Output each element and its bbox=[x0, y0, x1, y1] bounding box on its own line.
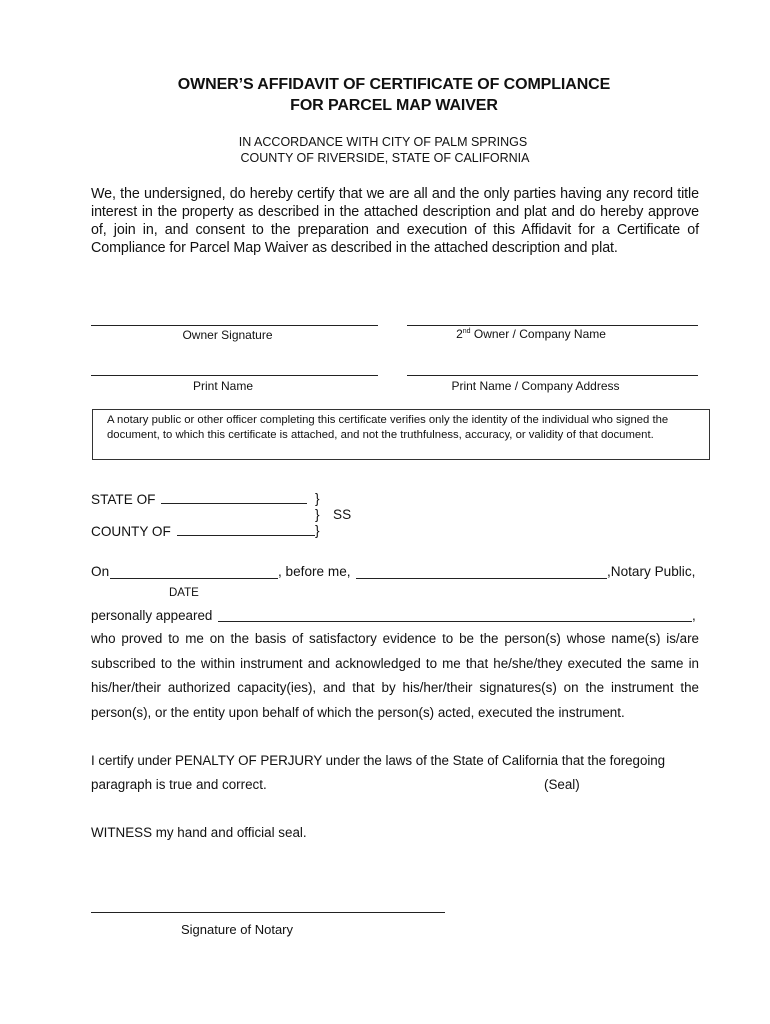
print-name-label: Print Name bbox=[192, 379, 254, 393]
owner-signature-label: Owner Signature bbox=[182, 328, 273, 342]
ss-label: SS bbox=[333, 507, 352, 522]
acknowledgment-paragraph: who proved to me on the basis of satisfactory evidence to be the person(s) whose name(s) is/are subscribed to the within instrument and acknowledged to me that he/she/they executed the same in his/her/their authorized capacity(ies), and that by his/her/their signatures(s) on the instrument the person(s), or the entity upon behalf of which the person(s) acted, executed the instrument. bbox=[91, 631, 699, 720]
date-field[interactable] bbox=[110, 578, 278, 579]
notary-public-label: ,Notary Public, bbox=[607, 564, 696, 579]
second-owner-prefix: 2 bbox=[456, 327, 463, 341]
print-name-company-address-line[interactable] bbox=[407, 375, 698, 376]
brace-top: } bbox=[315, 491, 320, 506]
notary-name-field[interactable] bbox=[356, 578, 607, 579]
print-name-company-address-label: Print Name / Company Address bbox=[451, 379, 620, 393]
brace-bottom: } bbox=[315, 523, 320, 538]
second-owner-sup: nd bbox=[462, 328, 471, 335]
personally-appeared-label: personally appeared bbox=[91, 608, 213, 623]
seal-label: (Seal) bbox=[544, 777, 580, 792]
second-owner-label bbox=[407, 327, 655, 341]
before-me-label: , before me, bbox=[278, 564, 351, 579]
county-of-label: COUNTY OF bbox=[91, 524, 171, 539]
notary-signature-label: Signature of Notary bbox=[181, 922, 294, 937]
second-owner-suffix: Owner / Company Name bbox=[470, 327, 606, 341]
intro-paragraph: We, the undersigned, do hereby certify that we are all and the only parties having any record title interest in the property as described in the attached description and plat and do hereby approve of, join in, and consent to the preparation and execution of this Affidavit for a Certificate of Compliance for Parcel Map Waiver as described in the attached description and plat. bbox=[91, 186, 699, 256]
document-title-line-2: FOR PARCEL MAP WAIVER bbox=[290, 97, 498, 114]
owner-signature-line[interactable] bbox=[91, 325, 378, 326]
certify-line-1: I certify under PENALTY OF PERJURY under the laws of the State of California that the foregoing bbox=[91, 753, 666, 768]
personally-appeared-comma: , bbox=[692, 608, 696, 623]
county-of-row bbox=[91, 523, 315, 539]
second-owner-line[interactable] bbox=[407, 325, 698, 326]
subtitle-line-1: IN ACCORDANCE WITH CITY OF PALM SPRINGS bbox=[238, 135, 528, 149]
notary-notice-box bbox=[92, 409, 710, 460]
personally-appeared-field[interactable] bbox=[218, 621, 692, 622]
state-of-row bbox=[91, 491, 307, 507]
state-of-field[interactable] bbox=[161, 491, 307, 504]
on-label: On bbox=[91, 564, 110, 579]
witness-line: WITNESS my hand and official seal. bbox=[91, 825, 307, 840]
date-caption: DATE bbox=[169, 587, 199, 599]
certify-line-2: paragraph is true and correct. bbox=[91, 777, 267, 792]
state-of-label: STATE OF bbox=[91, 492, 156, 507]
subtitle-line-2: COUNTY OF RIVERSIDE, STATE OF CALIFORNIA bbox=[240, 151, 530, 165]
document-title-line-1: OWNER’S AFFIDAVIT OF CERTIFICATE OF COMPLIANCE bbox=[177, 76, 611, 93]
notary-signature-line[interactable] bbox=[91, 912, 445, 913]
county-of-field[interactable] bbox=[177, 523, 315, 536]
brace-middle: } bbox=[315, 507, 320, 522]
print-name-line[interactable] bbox=[91, 375, 378, 376]
notary-notice-text: A notary public or other officer completing this certificate verifies only the identity of the individual who signed the document, to which this certificate is attached, and not the truthfulness, accuracy, or validity of that document. bbox=[107, 414, 669, 441]
